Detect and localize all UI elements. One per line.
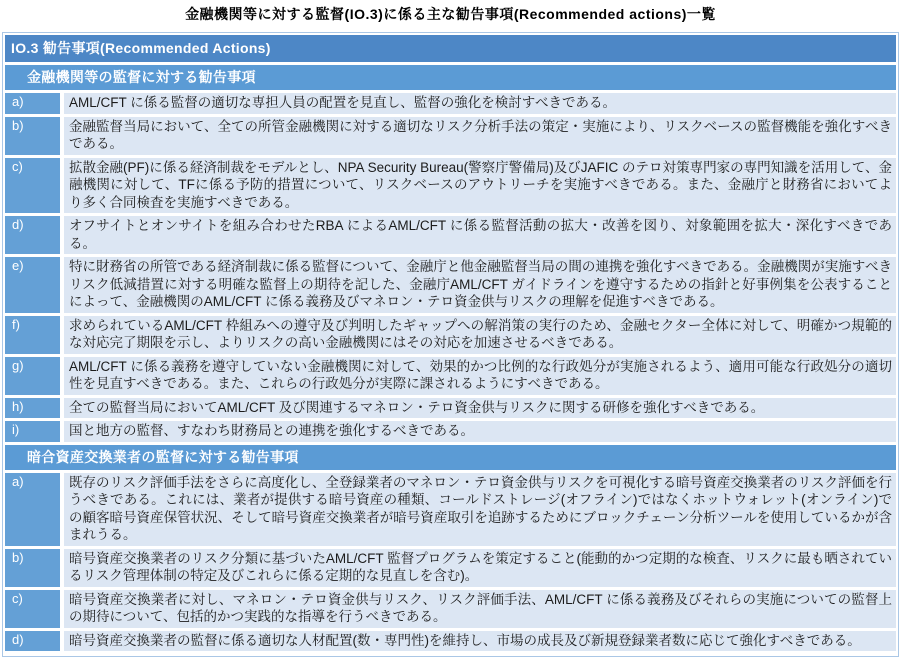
row-label: i) [5,421,60,442]
table-row [5,590,896,628]
row-text: AML/CFT に係る監督の適切な専担人員の配置を見直し、監督の強化を検討すべきである。 [64,93,896,114]
table-row [5,117,896,155]
row-text: 暗号資産交換業者に対し、マネロン・テロ資金供与リスク、リスク評価手法、AML/CFT に係る義務及びそれらの実施についての監督上の期待について、包括的かつ実践的な指導を行うべきである。 [64,590,896,628]
row-text: AML/CFT に係る義務を遵守していない金融機関に対して、効果的かつ比例的な行政処分が実施されるよう、適用可能な行政処分の適切性を見直すべきである。また、これらの行政処分が実際に課されるようにすべきである。 [64,357,896,395]
table-row [5,93,896,114]
row-text: 求められているAML/CFT 枠組みへの遵守及び判明したギャップへの解消策の実行のため、金融セクター全体に対して、明確かつ規範的な対応完了期限を示し、よりリスクの高い金融機関にはその対応を加速させるべきである。 [64,316,896,354]
page-title: 金融機関等に対する監督(IO.3)に係る主な勧告事項(Recommended actions)一覧 [185,6,716,22]
row-label: b) [5,117,60,155]
row-label: c) [5,590,60,628]
row-label: a) [5,93,60,114]
table-row [5,398,896,419]
row-text: 暗号資産交換業者の監督に係る適切な人材配置(数・専門性)を維持し、市場の成長及び新規登録業者数に応じて強化すべきである。 [64,631,896,652]
row-label: e) [5,257,60,313]
table-row [5,216,896,254]
row-text: 全ての監督当局においてAML/CFT 及び関連するマネロン・テロ資金供与リスクに関する研修を強化すべきである。 [64,398,896,419]
table-row [5,631,896,652]
table-row [5,158,896,214]
row-text: 特に財務省の所管である経済制裁に係る監督について、金融庁と他金融監督当局の間の連携を強化すべきである。金融機関が実施すべきリスク低減措置に対する明確な監督上の期待を記した、金融庁AML/CFT ガイドラインを遵守するための指針と好事例集を公表することによって、金融機関のAML/CFT に係る義務及びマネロン・テロ資金供与リスクの理解を促進すべきである。 [64,257,896,313]
table-row [5,421,896,442]
table-main-header: IO.3 勧告事項(Recommended Actions) [5,35,896,62]
row-text: 拡散金融(PF)に係る経済制裁をモデルとし、NPA Security Bureau(警察庁警備局)及びJAFIC のテロ対策専門家の専門知識を活用して、金融機関に対して、TFに係る予防的措置について、リスクベースのアウトリーチを実施すべきである。また、金融庁と財務省においてより多く合同検査を実施すべきである。 [64,158,896,214]
recommendations-table [2,32,899,657]
row-label: b) [5,549,60,587]
row-text: 国と地方の監督、すなわち財務局との連携を強化するべきである。 [64,421,896,442]
row-text: オフサイトとオンサイトを組み合わせたRBA によるAML/CFT に係る監督活動の拡大・改善を図り、対象範囲を拡大・深化すべきである。 [64,216,896,254]
row-text: 既存のリスク評価手法をさらに高度化し、全登録業者のマネロン・テロ資金供与リスクを可視化する暗号資産交換業者のリスク評価を行うべきである。これには、業者が提供する暗号資産の種類、コールドストレージ(オフライン)ではなくホットウォレット(オンライン)での顧客暗号資産保管状況、そして暗号資産交換業者が暗号資産取引を追跡するためにブロックチェーン分析ツールを使用しているかが含まれうる。 [64,473,896,546]
table-row [5,316,896,354]
row-text: 金融監督当局において、全ての所管金融機関に対する適切なリスク分析手法の策定・実施により、リスクベースの監督機能を強化すべきである。 [64,117,896,155]
table-row [5,549,896,587]
row-label: c) [5,158,60,214]
row-label: d) [5,216,60,254]
row-label: f) [5,316,60,354]
row-label: g) [5,357,60,395]
table-row [5,257,896,313]
row-label: h) [5,398,60,419]
section-header: 暗合資産交換業者の監督に対する勧告事項 [5,445,896,470]
table-row [5,357,896,395]
section-header: 金融機関等の監督に対する勧告事項 [5,65,896,90]
row-label: d) [5,631,60,652]
sections [5,65,896,651]
row-text: 暗号資産交換業者のリスク分類に基づいたAML/CFT 監督プログラムを策定すること(能動的かつ定期的な検査、リスクに最も晒されているリスク管理体制の特定及びこれらに係る定期的な見直しを含む)。 [64,549,896,587]
table-row [5,473,896,546]
row-label: a) [5,473,60,546]
